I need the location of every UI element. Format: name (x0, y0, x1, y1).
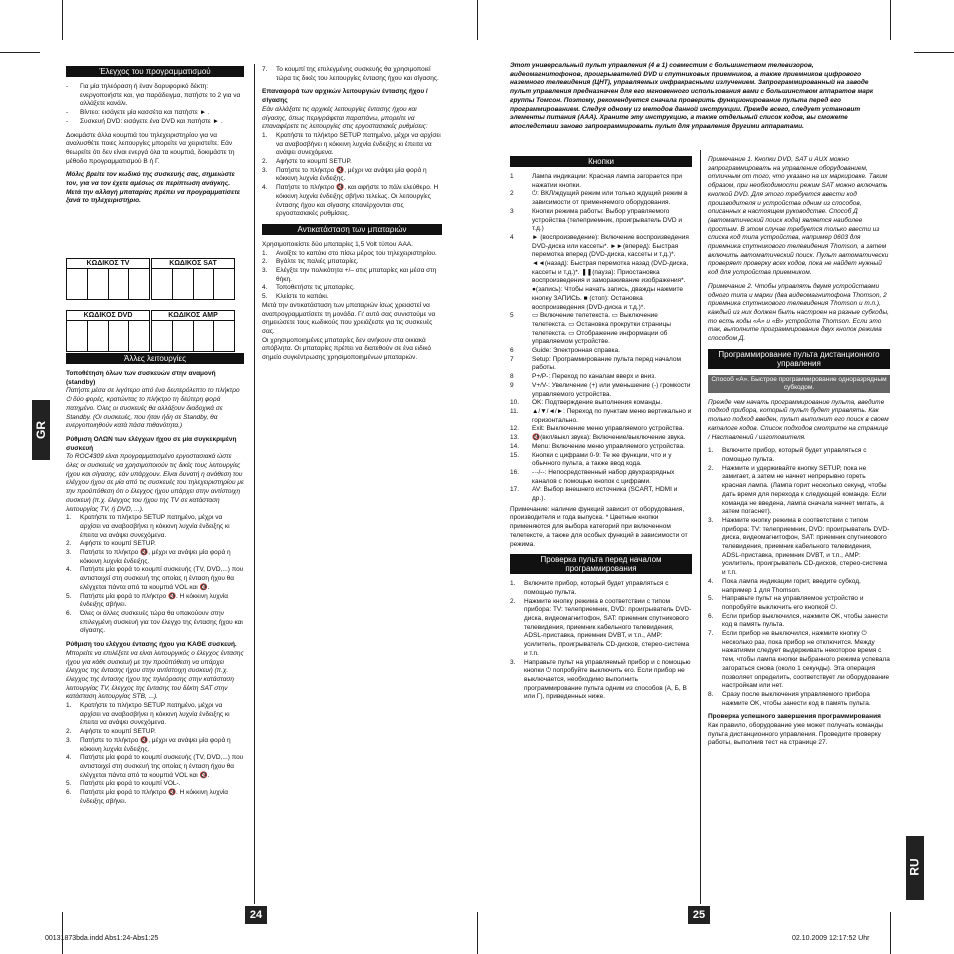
paragraph: Μπορείτε να επιλέξετε να είναι λειτουργικός ο έλεγχος έντασης ήχου για κάθε συσκευή με την προϋπόθεση να υπάρχει έλεγχος της έντασης ήχου στην αντίστοιχη συσκευή (π.χ. έλεγχος της έντασης ήχου της τηλεόρασης στην κατάσταση λειτουργίας TV, έλεγχος της έντασης του δέκτη SAT στην κατάσταση λειτουργίας STB, ...). (66, 649, 244, 701)
subheading: Επαναφορά των αρχικών λειτουργιών έντασης ήχου / σίγασης (262, 88, 428, 105)
subheading: Ρύθμιση ΟΛΩΝ των ελέγχων ήχου σε μία συγκεκριμένη συσκευή (66, 435, 237, 452)
paragraph: Как правило, оборудование уже может получать команды пульта дистанционного управления. Проведите проверку работы, выполнив тест на странице 27. (708, 722, 883, 747)
button-description-item: 13. 🔇(вкл/выкл звука): Включение/выключение звука. (510, 434, 686, 442)
button-description-item: 11. ▲/▼/◄/►: Переход по пунктам меню вертикально и горизонтально. (510, 407, 692, 424)
crop-mark (914, 52, 954, 53)
section-heading: Έλεγχος του προγραμματισμού (66, 66, 244, 77)
column-rule (254, 64, 255, 904)
steps-list: 1. Включите прибор, который будет управляться с помощью пульта. 2. Нажмите и удерживайте кнопку SETUP, пока не замигает, а затем не начнет непрерывно гореть красная лампа. (Лампа горит несколько секунд, чтобы дать время для перехода к следующей команде. Если команда не введена, лампа сначала начнет мигать, а затем погаснет). 3. Нажмите кнопку режима в соответствии с типом прибора: TV: телеприемник, DVD: проигрыватель DVD-диска, видеомагнитофон, SAT: приемник спутникового телевидения, приемник кабельного телевидения, ADSL-приставка, приемник DVBT, и т.п., AMP: усилитель, проигрыватель CD-дисков, стерео-система и т.п. 4. Пока лампа индикации горит, введите субкод, например 1 для Thomson. 5. Направьте пульт на управляемое устройство и попробуйте выключить его кнопкой ⏻. 6. Если прибор выключился, нажмите OK, чтобы занести код в память пульта. 7. Если прибор не выключился, нажмите кнопку ⏻ несколько раз, пока прибор не отключится. Между нажатиями следует выдерживать некоторое время с тем, чтобы лампа кнопки выбранного режима успевала загораться снова (около 1 секунды). Эта операция позволяет определить, соответствует ли оборудование настройкам или нет. 8. Сразу после выключения управляемого прибора нажмите OK, чтобы занести код в память пульта. (708, 447, 890, 707)
code-box-amp: ΚΩΔΙΚΟΣ AMP (151, 310, 235, 352)
buttons-list (510, 173, 692, 504)
paragraph: Μετά την αντικατάσταση των μπαταριών ίσως χρειαστεί να αναπρογραμματίσετε τη μονάδα. Γι' αυτό σας συνιστούμε να σημειώσετε τους κωδικούς που χρειάζεστε για τις συσκευές σας. (262, 301, 436, 335)
button-description-item: 9 V+/V-: Увеличение (+) или уменьшение (-) громкости управляемого устройства. (510, 381, 691, 398)
section-heading: Проверка пульта перед началом программирования (510, 554, 692, 574)
button-description-item: 2 ⏻: ВКЛ/ждущий режим или только ждущий режим в зависимости от применяемого оборудования. (510, 190, 688, 207)
remark: Примечание: наличие функций зависит от оборудования, производителя и года выпуска. * Цветные кнопки применяются для выбора категорий при включенном телетексте, а также для особых функций в зависимости от режима. (510, 505, 688, 548)
button-description-item: 10. OK: Подтверждение выполнения команды. (510, 399, 663, 407)
note: Примечание 1. Кнопки DVD, SAT и AUX можно запрограммировать на управление оборудованием, отличным от того, что указано на их маркировке. Таким образом, при необходимости режим SAT можно включать кнопкой DVD. Для этого требуется ввести код производителя и устройства одним из способов, описанных в настоящем руководстве. Способ Д (автоматический поиск кода) является наиболее простым. В этом случае требуется только ввести из списка код типа устройства, например 0603 для приемника спутникового телевидения Thomson, а затем включить автоматический поиск. Пульт автоматически проверяет проверку всех кодов, пока не найдет нужный код для устройства приемником. (708, 156, 889, 277)
paragraph: Το ROC4309 είναι προγραμματισμένο εργοστασιακά ώστε όλες οι συσκευές να χρησιμοποιούν τις δικές τους λειτουργίες ήχου και σίγασης, εάν υπάρχουν. Είναι δυνατή η ανάθεση του ελέγχου ήχου σε μία από τις συσκευές του τηλεχειριστηρίου με την προϋπόθεση ότι ο έλεγχος ήχου υπάρχει στην αντίστοιχη συσκευή (π.χ. έλεγχος του ήχου της TV σε κατάσταση λειτουργίας TV, ή DVD, ...). (66, 453, 244, 513)
button-description-item: 17. AV: Выбор внешнего источника (SCART, HDMI и др.). (510, 486, 678, 503)
ru-column-2 (708, 156, 890, 753)
steps-list: 1. Κρατήστε το πλήκτρο SETUP πατημένο, μέχρι να αρχίσει να αναβοσβήνει η κόκκινη λυχνία ένδειξης κι έπειτα να ανάψει συνεχόμενα. 2. Αφήστε το κουμπί SETUP. 3. Πατήστε το πλήκτρο 🔇, μέχρι να ανάψει μία φορά η κόκκινη λυχνία ένδειξης. 4. Πατήστε το πλήκτρο 🔇, και αφήστε το πάλι ελεύθερο. Η κόκκινη λυχνία ένδειξης σβήνει τελείως. Οι λειτουργίες έντασης ήχου και σίγασης επανέρχονται στις εργοστασιακές ρυθμίσεις. (262, 131, 441, 218)
button-description-item: 6 Guide: Электронная справка. (510, 347, 620, 355)
button-description-item: 5 ▭ Включение телетекста. ▭ Выключение телетекста. ▭ Остановка прокрутки страницы телетекста. ▭ Отображение информации об управляемом устройстве. (510, 312, 671, 346)
method-heading: Способ «А». Быстрое программирование одноразрядным субкодом. (708, 375, 890, 393)
section-heading: Программирование пульта дистанционного управления (708, 349, 890, 369)
button-description-item: 16. -·-/--: Непосредственный набор двухразрядных каналов с помощью кнопок с цифрами. (510, 468, 675, 485)
language-tab-gr: GR (32, 400, 50, 460)
button-description-item: 3 Кнопки режима работы: Выбор управляемого устройства (телеприемник, проигрыватель DVD и т.д.) (510, 207, 683, 233)
crop-mark (890, 912, 891, 954)
paragraph: Εάν αλλάξατε τις αρχικές λειτουργίες έντασης ήχου και σίγασης, όπως περιγράφεται παραπάνω, μπορείτε να επαναφέρετε τις λειτουργίες στις εργοστασιακές ρυθμίσεις: (262, 105, 428, 131)
button-description-item: 7 Setup: Программирование пульта перед началом работы. (510, 355, 681, 372)
button-description-item: 15. Кнопки с цифрами 0-9: Те же функции, что и у обычного пульта, а также ввод кода. (510, 451, 672, 468)
list-item: - Βίντεο: εισάγετε μία κασσέτα και πατήστε ► . (66, 109, 210, 117)
note: Примечание 2. Чтобы управлять двумя устройствами одного типа и марки (два видеомагнитофона Thomson, 2 приемника спутникового телевидения Thomson и т.п.), каждый из них должен быть настроен на разные субкоды, то есть коды «A» и «B» устройств Thomson. Если это так, выполните программирование двух кнопок режима способом Д. (708, 282, 889, 343)
subheading: Τοποθέτηση όλων των συσκευών στην αναμονή (standby) (66, 370, 216, 386)
gr-column-1-lower (66, 353, 244, 811)
crop-mark (62, 0, 63, 40)
intro-paragraph: Этот универсальный пульт управления (4 в 1) совместим с большинством телевизоров, видеомагнитофонов, проигрывателей DVD и спутниковых приемников, а также приемников цифрового наземного телевидения (ЦНТ), управляемых инфракрасными излучением. Запрограммированный на заводе пульт управления предназначен для его мгновенного использования вами с большинством аппаратов марк группы Томсон. Поэтому, рекомендуется сначала проверить функционирование пульта перед его программированием. Следуя одному из методов данной инструкции. Прежде всего, следует установит элементы питания (AAA). Храните эту инструкцию, а также отдельный список кодов, вы сможете впоследствии заново запрограммировать пульт для управления другими аппаратами. (510, 62, 874, 130)
column-rule (700, 150, 701, 904)
gr-column-1 (66, 66, 244, 211)
subheading: Ρύθμιση του ελέγχου έντασης ήχου για ΚΑΘΕ συσκευή. (66, 641, 237, 649)
code-box-sat: ΚΩΔΙΚΟΣ SAT (151, 258, 235, 300)
steps-list: 1. Включите прибор, который будет управляться с помощью пульта. 2. Нажмите кнопку режима в соответствии с типом прибора: TV: телеприемник, DVD: проигрыватель DVD-диска, видеомагнитофон, SAT: приемник спутникового телевидения, приемник кабельного телевидения, ADSL-приставка, приемник DVBT, и т.п., AMP: усилитель, проигрыватель CD-дисков, стерео-система и т.п. 3. Направьте пульт на управляемый прибор и с помощью кнопки ⏻ попробуйте выключить его. Если прибор не выключается, необходимо выполнить программирование пульта одним из способов (А, Б, В или Г), приведенных ниже. (510, 580, 692, 701)
steps-list: 1. Κρατήστε το πλήκτρο SETUP πατημένο, μέχρι να αρχίσει να αναβοσβήνει η κόκκινη λυχνία ένδειξης κι έπειτα να ανάψει συνεχόμενα. 2. Αφήστε το κουμπί SETUP. 3. Πατήστε το πλήκτρο 🔇, μέχρι να ανάψει μία φορά η κόκκινη λυχνία ένδειξης. 4. Πατήστε μία φορά το κουμπί συσκευής (TV, DVD,...) που αντιστοιχεί στη συσκευή της οποίας η ένταση ήχου θα ελέγχεται πάντα από τα κουμπιά VOL και 🔇. 5. Πατήστε μία φορά το πλήκτρο 🔇. Η κόκκινη λυχνία ένδειξης σβήνει. 6. Όλες οι άλλες συσκευές τώρα θα υπακούουν στην επιλεγμένη συσκευή για τον έλεγχο της έντασης ήχου και σίγασης. (66, 514, 244, 635)
list-item: - Συσκευή DVD: εισάγετε ένα DVD και πατήστε ► . (66, 117, 223, 125)
steps-list: 7. Το κουμπί της επιλεγμένης συσκευής θα χρησιμοποιεί τώρα τις δικές του λειτουργίες έντασης ήχου και σίγασης. (262, 66, 439, 82)
footer-timestamp: 02.10.2009 12:17:52 Uhr (792, 935, 870, 942)
page-number: 25 (688, 906, 710, 924)
paragraph: Πατήστε μέσα σε λιγότερο από ένα δευτερόλεπτο το πλήκτρο ⏻ δύο φορές, κρατώντας το πλήκτρο τη δεύτερη φορά πατημένο. Όλες οι συσκευές θα αλλάξουν διαδοχικά σε Standby. (Οι συσκευές, που ήταν ήδη σε Standby, θα ενεργοποιηθούν κατά πάσα πιθανότητα.) (66, 387, 240, 430)
code-box-dvd: ΚΩΔΙΚΟΣ DVD (66, 310, 150, 352)
steps-list: 1. Κρατήστε το πλήκτρο SETUP πατημένο, μέχρι να αρχίσει να αναβοσβήνει η κόκκινη λυχνία ένδειξης κι έπειτα να ανάψει συνεχόμενα. 2. Αφήστε το κουμπί SETUP. 3. Πατήστε το πλήκτρο 🔇, μέχρι να ανάψει μία φορά η κόκκινη λυχνία ένδειξης. 4. Πατήστε μία φορά το κουμπί συσκευής (TV, DVD,...) που αντιστοιχεί στη συσκευή της οποίας η ένταση ήχου θα ελέγχεται πάντα από τα κουμπιά VOL και 🔇. 5. Πατήστε μία φορά το κουμπί VOL-. 6. Πατήστε μία φορά το πλήκτρο 🔇. Η κόκκινη λυχνία ένδειξης σβήνει. (66, 702, 244, 805)
steps-list: 1. Ανοίξτε το καπάκι στο πίσω μέρος του τηλεχειριστηρίου. 2. Βγάλτε τις παλιές μπαταρίες. 3. Ελέγξτε την πολικότητα +/– στις μπαταρίες και μέσα στη θήκη. 4. Τοποθετήστε τις μπαταρίες. 5. Κλείστε το καπάκι. (262, 249, 437, 301)
code-boxes (66, 258, 235, 352)
crop-mark (890, 0, 891, 40)
section-heading: Αντικατάσταση των μπαταριών (262, 224, 442, 235)
ru-column-1 (510, 156, 692, 707)
check-list (66, 83, 244, 127)
language-tab-ru-label: RU (906, 836, 924, 898)
center-crop-mark (477, 0, 478, 40)
list-item: - Για μία τηλεόραση ή έναν δορυφορικό δέκτη: ενεργοποιήστε και, για παράδειγμα, πατήστε το 2 για να αλλάξετε κανάλι. (66, 83, 241, 108)
paragraph: Δοκιμάστε άλλα κουμπιά του τηλεχειριστηρίου για να αναλυσθέτε ποιες λειτουργίες μπορείτε να χειριστείτε. Εάν θεωρείτε ότι δεν είναι ενεργά όλα τα κουμπιά, δοκιμάστε τη μέθοδο προγραμματισμού Β ή Γ. (66, 131, 235, 165)
center-crop-mark (477, 912, 478, 954)
note: Μόλις βρείτε τον κωδικό της συσκευής σας, σημειώστε τον, για να τον έχετε αμέσως σε περίπτωση ανάγκης. Μετά την αλλαγή μπαταρίας πρέπει να προγραμματίσετε ξανά το τηλεχειριστήριο. (66, 171, 240, 205)
subheading: Проверка успешного завершения программирования (708, 713, 881, 721)
crop-mark (0, 52, 40, 53)
ru-intro (510, 62, 880, 137)
button-description-item: 1 Лампа индикации: Красная лампа загорается при нажатии кнопки. (510, 173, 683, 189)
button-description-item: 12. Exit: Выключение меню управляемого устройства. (510, 425, 685, 433)
paragraph: Χρησιμοποιείστε δύο μπαταρίες 1,5 Volt τύπου AAA. (262, 240, 413, 248)
paragraph: Прежде чем начать программирование пульта, введите подход прибора, который пульт будет управлять. Как только подход введен, пульт выполнит его поиск в своем каталоге кодов. Список подходов смотрите на странице / Наставлений / изготовителя. (708, 398, 889, 441)
gr-column-2 (262, 66, 442, 368)
crop-mark (62, 912, 63, 954)
button-description-item: 8 P+/P-: Переход по каналам вверх и вниз. (510, 373, 657, 381)
section-heading: Άλλες λειτουργίες (66, 353, 244, 364)
code-box-tv: ΚΩΔΙΚΟΣ TV (66, 258, 150, 300)
footer-filename: 00131873bda.indd Abs1:24-Abs1:25 (45, 935, 159, 942)
button-description-item: 4 ► (воспроизведение): Включение воспроизведения DVD-диска или кассеты*. ►►(вперед): Быстрая перемотка вперед (DVD-диска, кассеты и т.д.)*. ◄◄(назад): Быстрая перемотка назад (DVD-диска, кассеты и т.д.)*. ❚❚(пауза): Приостановка воспроизведения и замораживание изображения*. ●(запись): Чтобы начать запись, дважды нажмите кнопку ЗАПИСЬ. ■ (стоп): Остановка воспроизведения (DVD-диска и т.д.)*. (510, 233, 689, 311)
section-heading: Кнопки (510, 156, 692, 167)
button-description-item: 14. Menu: Включение меню управляемого устройства. (510, 442, 685, 450)
page-number: 24 (245, 906, 267, 924)
paragraph: Οι χρησιμοποιημένες μπαταρίες δεν ανήκουν στα οικιακά απόβλητα. Οι μπαταρίες πρέπει να διατεθούν σε ένα ειδικό σημείο συγκέντρωσης χρησιμοποιημένων μπαταριών. (262, 336, 431, 362)
